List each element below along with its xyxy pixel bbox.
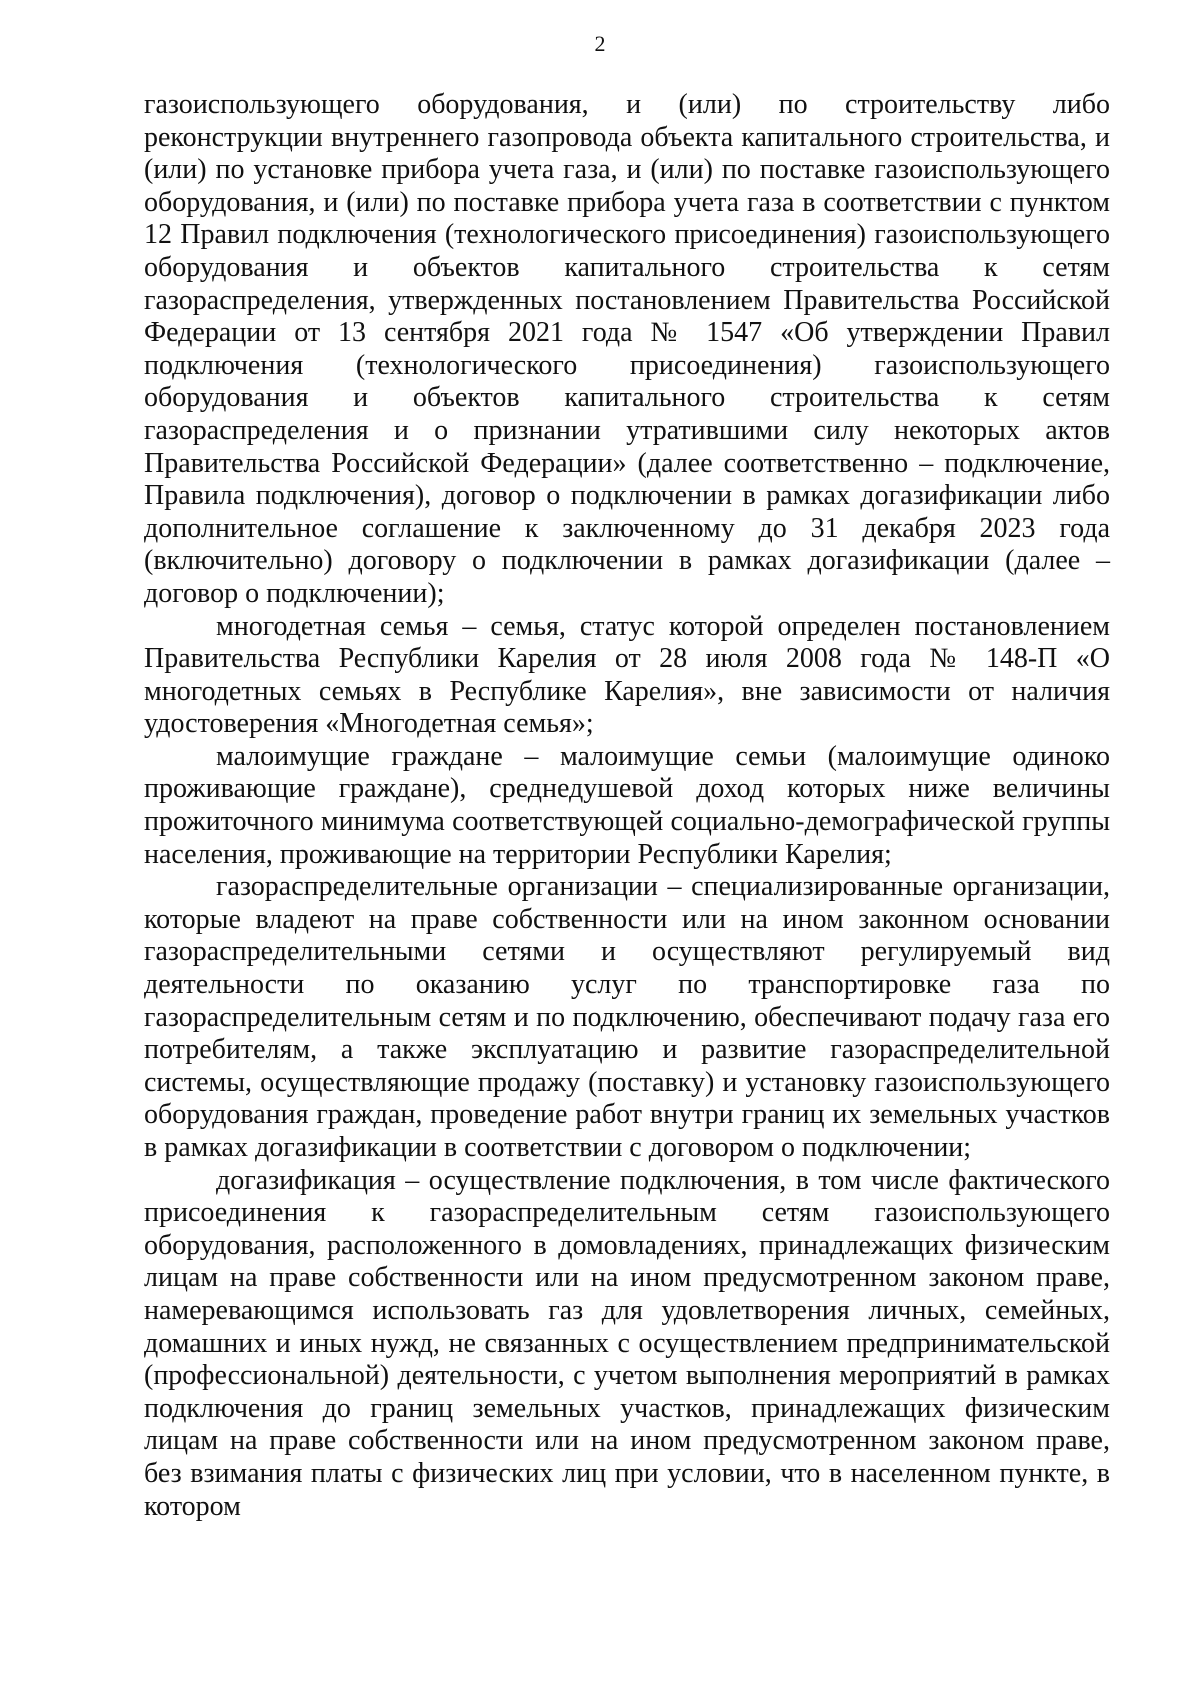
document-body — [144, 89, 1110, 1523]
paragraph-large-family: многодетная семья – семья, статус которой определен постановлением Правительства Республики Карелия от 28 июля 2008 года № 148-П «О многодетных семьях в Республике Карелия», вне зависимости от наличия удостоверения «Многодетная семья»; — [144, 610, 1110, 740]
paragraph-additional-gasification: догазификация – осуществление подключения, в том числе фактического присоединения к газораспределительным сетям газоиспользующего оборудования, расположенного в домовладениях, принадлежащих физическим лицам на праве собственности или на ином предусмотренном законом праве, намеревающимся использовать газ для удовлетворения личных, семейных, домашних и иных нужд, не связанных с осуществлением предпринимательской (профессиональной) деятельности, с учетом выполнения мероприятий в рамках подключения до границ земельных участков, принадлежащих физическим лицам на праве собственности или на ином предусмотренном законом праве, без взимания платы с физических лиц при условии, что в населенном пункте, в котором — [144, 1164, 1110, 1522]
paragraph-gas-distribution-organizations: газораспределительные организации – специализированные организации, которые владеют на праве собственности или на ином законном основании газораспределительными сетями и осуществляют регулируемый вид деятельности по оказанию услуг по транспортировке газа по газораспределительным сетям и по подключению, обеспечивают подачу газа его потребителям, а также эксплуатацию и развитие газораспределительной системы, осуществляющие продажу (поставку) и установку газоиспользующего оборудования граждан, проведение работ внутри границ их земельных участков в рамках догазификации в соответствии с договором о подключении; — [144, 871, 1110, 1163]
paragraph-connection-contract: газоиспользующего оборудования, и (или) по строительству либо реконструкции внутреннего газопровода объекта капитального строительства, и (или) по установке прибора учета газа, и (или) по поставке газоиспользующего оборудования, и (или) по поставке прибора учета газа в соответствии с пунктом 12 Правил подключения (технологического присоединения) газоиспользующего оборудования и объектов капитального строительства к сетям газораспределения, утвержденных постановлением Правительства Российской Федерации от 13 сентября 2021 года № 1547 «Об утверждении Правил подключения (технологического присоединения) газоиспользующего оборудования и объектов капитального строительства к сетям газораспределения и о признании утратившими силу некоторых актов Правительства Российской Федерации» (далее соответственно – подключение, Правила подключения), договор о подключении в рамках догазификации либо дополнительное соглашение к заключенному до 31 декабря 2023 года (включительно) договору о подключении в рамках догазификации (далее – договор о подключении); — [144, 89, 1110, 609]
page-number: 2 — [594, 31, 606, 56]
paragraph-low-income-citizens: малоимущие граждане – малоимущие семьи (малоимущие одиноко проживающие граждане), среднедушевой доход которых ниже величины прожиточного минимума соответствующей социально-демографической группы населения, проживающие на территории Республики Карелия; — [144, 740, 1110, 870]
